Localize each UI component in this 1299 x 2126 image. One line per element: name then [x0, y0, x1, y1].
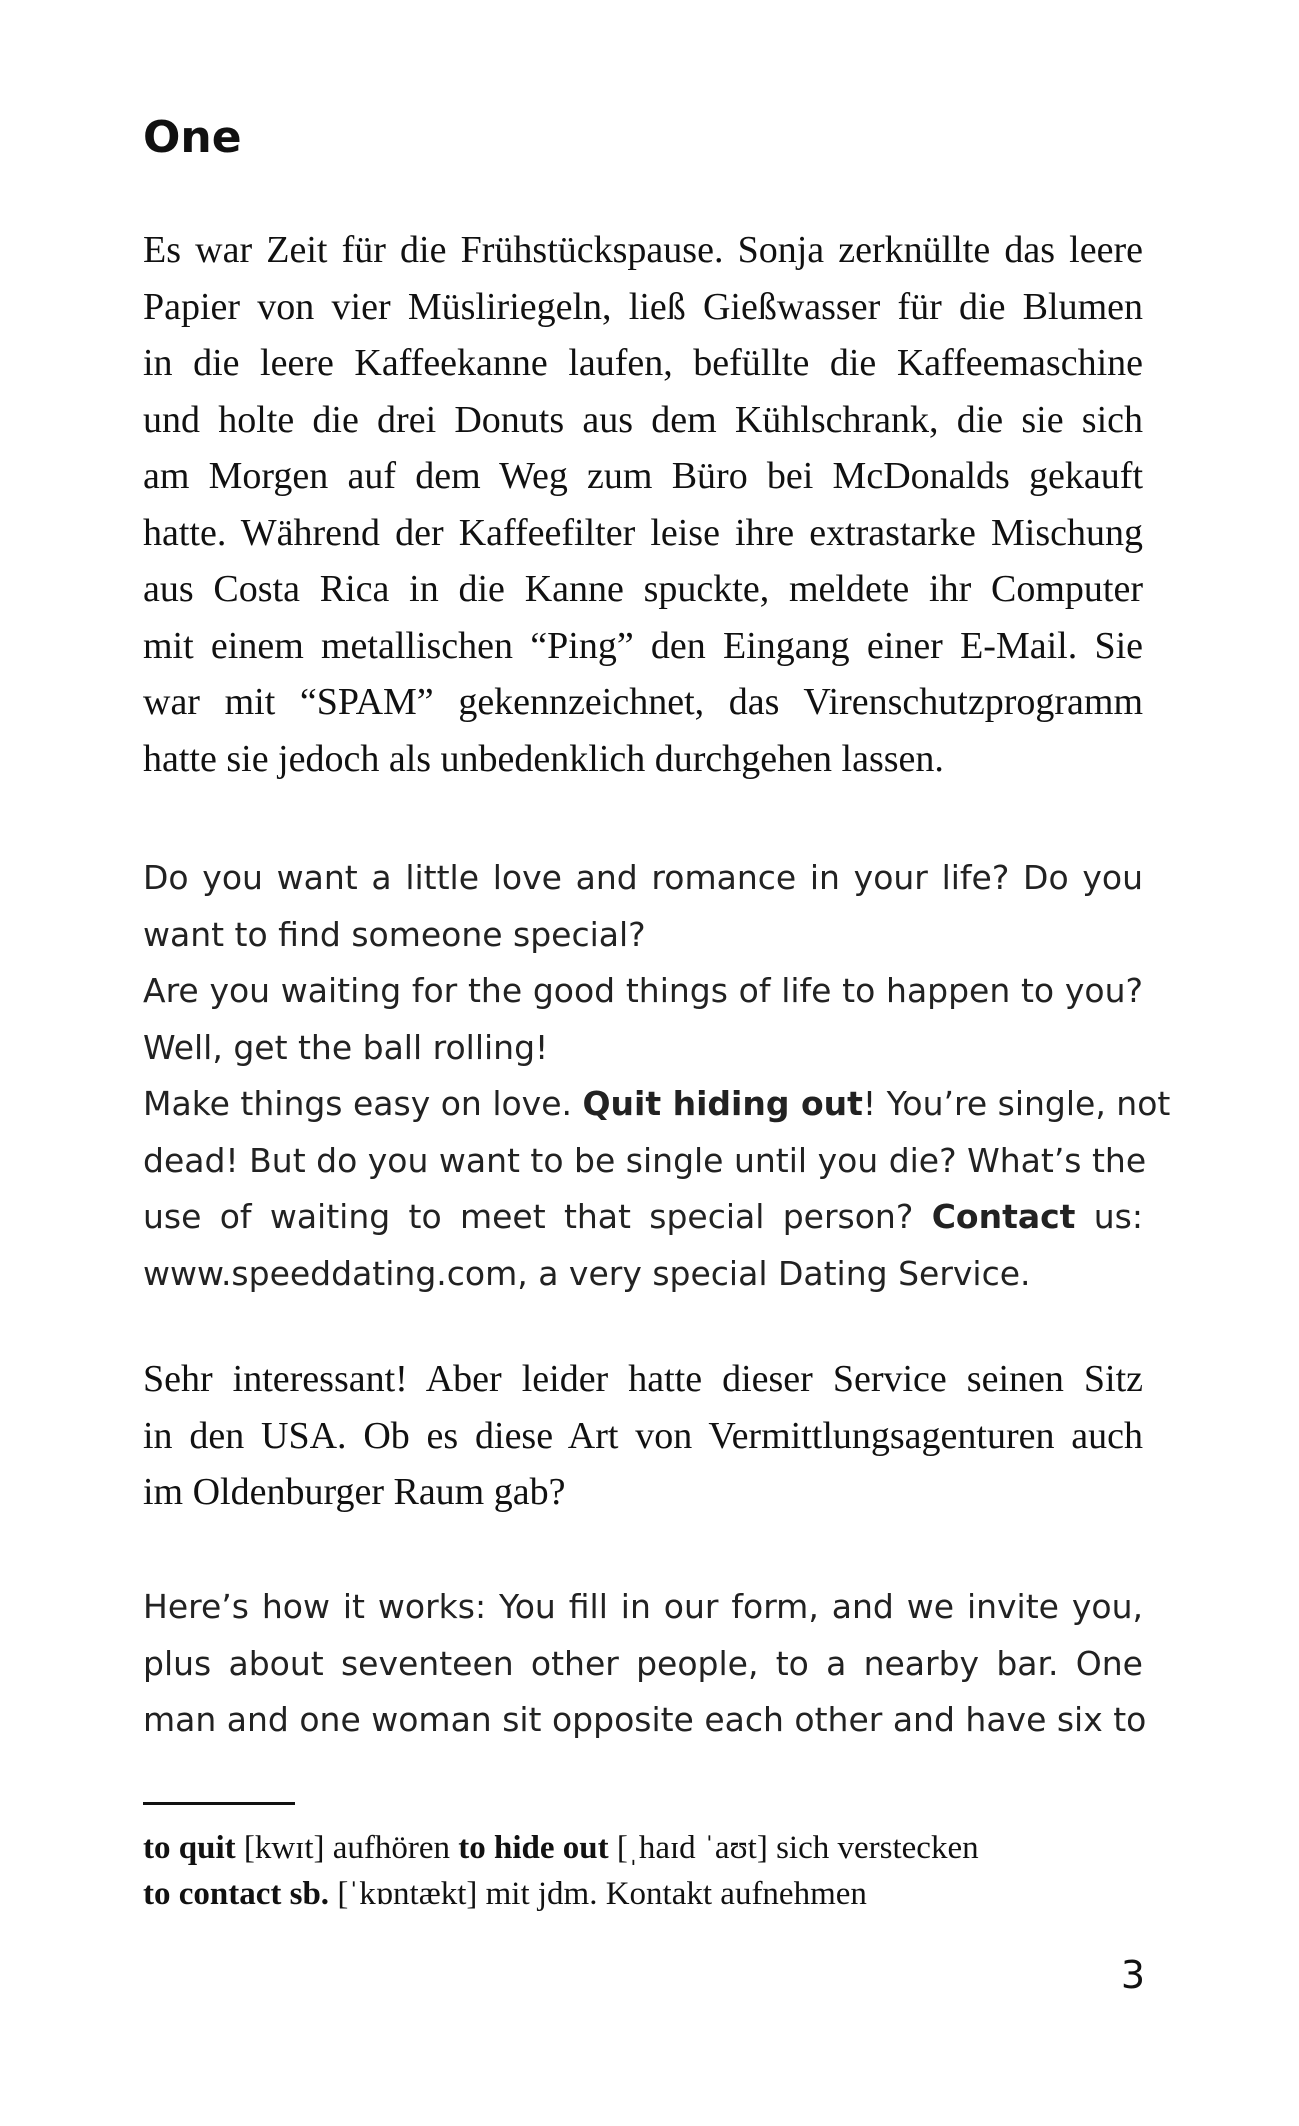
email-line: man and one woman sit opposite each other and have six to: [143, 1700, 1147, 1739]
glossed-term-quit-hiding-out: Quit hiding out: [582, 1084, 863, 1123]
email-text: use of waiting to meet that special person?: [143, 1197, 932, 1236]
glossed-term-contact: Contact: [931, 1197, 1076, 1236]
email-text: us:: [1075, 1197, 1143, 1236]
text-line: Papier von vier Müsliriegeln, ließ Gießwasser für die Blumen: [143, 285, 1143, 328]
text-line: mit einem metallischen “Ping” den Eingang einer E-Mail. Sie: [143, 624, 1143, 667]
text-line: Sehr interessant! Aber leider hatte dieser Service seinen Sitz: [143, 1358, 1143, 1400]
email-line: Do you want a little love and romance in your life? Do you: [143, 858, 1143, 897]
footnote-divider: [143, 1802, 295, 1805]
email-line: Are you waiting for the good things of life to happen to you?: [143, 971, 1143, 1010]
glossary-line-2: [143, 1871, 1143, 1917]
email-line: plus about seventeen other people, to a nearby bar. One: [143, 1643, 1143, 1683]
glossary-line-1: [143, 1825, 1143, 1871]
text-line: war mit “SPAM” gekennzeichnet, das Virenschutzprogramm: [143, 681, 1143, 723]
glossary-term: to quit: [143, 1830, 236, 1866]
glossary-term: to hide out: [458, 1830, 609, 1866]
glossary-definition: [ˈkɒntækt] mit jdm. Kontakt aufnehmen: [329, 1876, 867, 1912]
email-line: dead! But do you want to be single until you die? What’s the: [143, 1140, 1147, 1180]
text-line: und holte die drei Donuts aus dem Kühlschrank, die sie sich: [143, 398, 1143, 441]
narrative-paragraph-2: [143, 1351, 1143, 1521]
text-line: hatte. Während der Kaffeefilter leise ihre extrastarke Mischung: [143, 511, 1143, 554]
email-line: Well, get the ball rolling!: [143, 1027, 549, 1067]
narrative-paragraph-1: [143, 222, 1143, 787]
text-line: aus Costa Rica in die Kanne spuckte, meldete ihr Computer: [143, 568, 1143, 610]
chapter-title: One: [143, 112, 242, 163]
glossary-term: to contact sb.: [143, 1876, 330, 1912]
email-line: [143, 1076, 1171, 1133]
email-line: want to find someone special?: [143, 914, 646, 954]
glossary-definition: [kwɪt] aufhören: [235, 1830, 459, 1866]
email-line: www.speeddating.com, a very special Dating Service.: [143, 1253, 1031, 1293]
email-how-it-works: [143, 1579, 1147, 1749]
email-text: ! You’re single, not: [862, 1084, 1171, 1123]
text-line: im Oldenburger Raum gab?: [143, 1471, 566, 1513]
text-line: hatte sie jedoch als unbedenklich durchgehen lassen.: [143, 737, 944, 780]
text-line: am Morgen auf dem Weg zum Büro bei McDonalds gekauft: [143, 455, 1143, 497]
email-text: Make things easy on love.: [143, 1084, 583, 1123]
text-line: in die leere Kaffeekanne laufen, befüllte die Kaffeemaschine: [143, 342, 1143, 384]
email-line: [143, 1189, 1143, 1246]
text-line: in den USA. Ob es diese Art von Vermittlungsagenturen auch: [143, 1414, 1143, 1457]
email-line: Here’s how it works: You fill in our form, and we invite you,: [143, 1587, 1143, 1626]
page-number: 3: [1120, 1953, 1145, 1997]
glossary-definition: [ˌhaɪd ˈaʊt] sich verstecken: [608, 1830, 979, 1866]
spam-email-text: [143, 850, 1171, 1302]
text-line: Es war Zeit für die Frühstückspause. Sonja zerknüllte das leere: [143, 229, 1143, 271]
